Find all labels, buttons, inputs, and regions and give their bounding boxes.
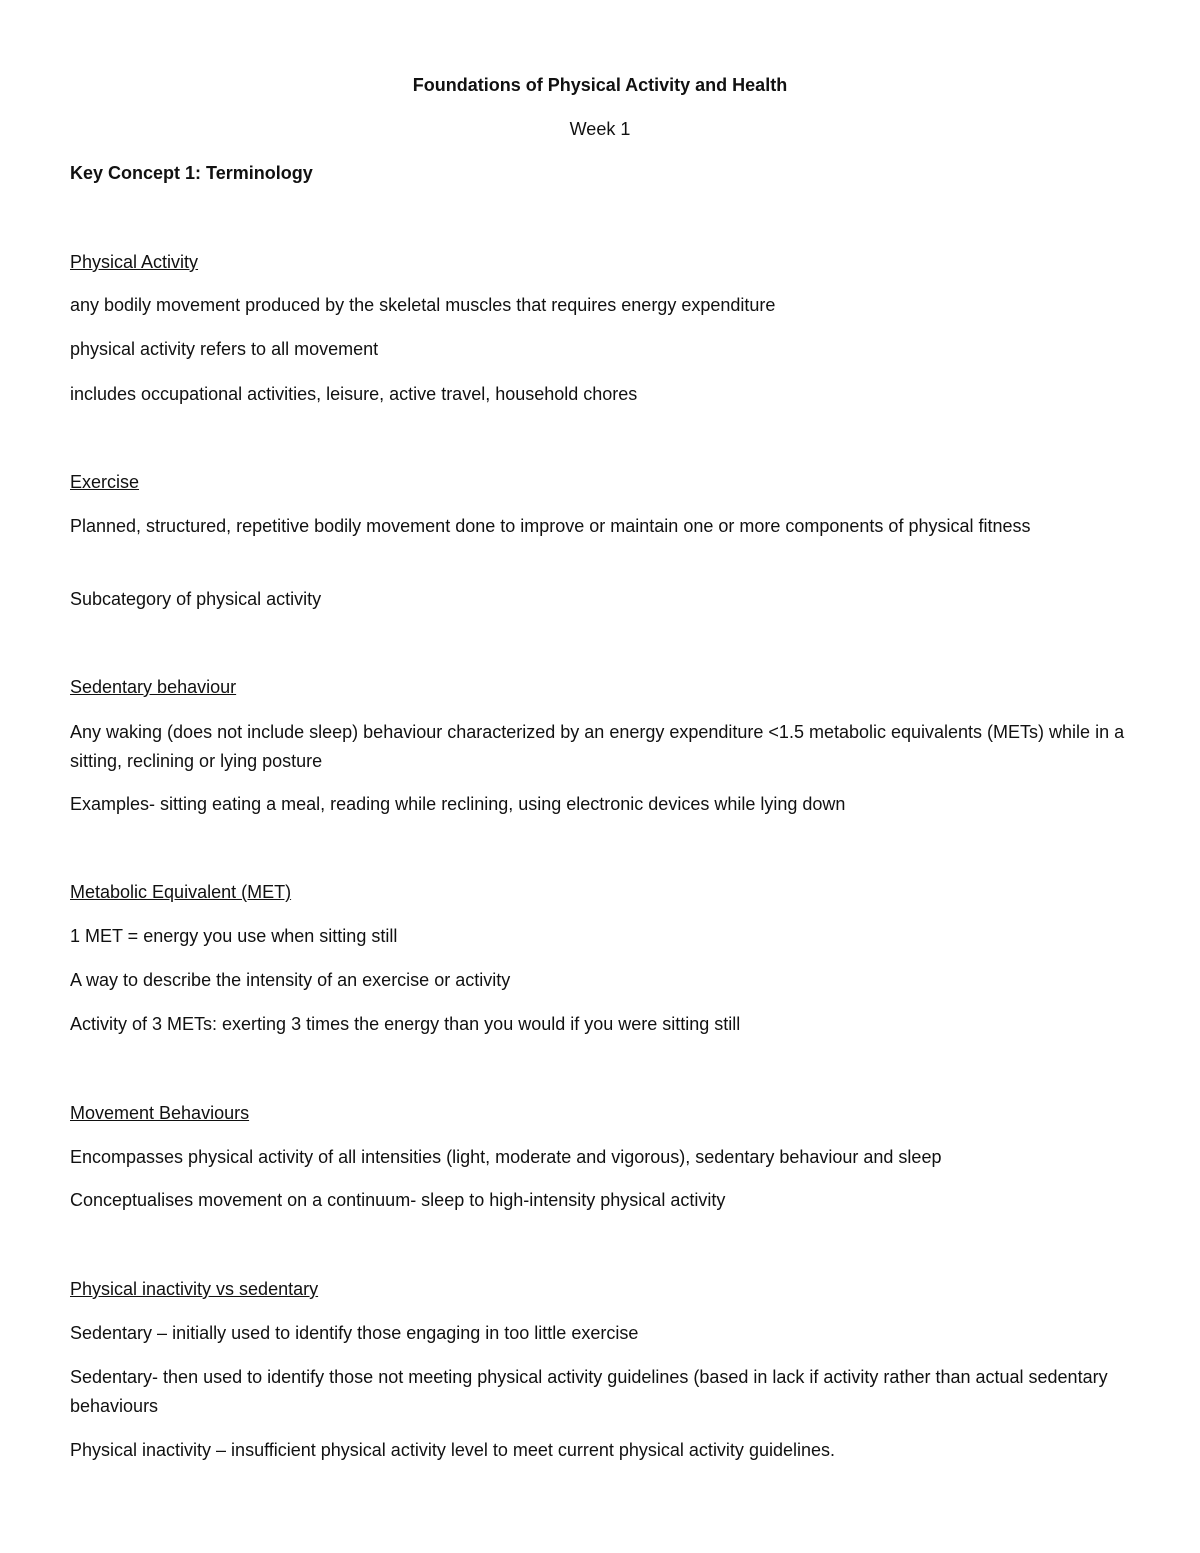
- key-concept-heading: Key Concept 1: Terminology: [70, 163, 313, 183]
- section-heading-movement-behaviours: Movement Behaviours: [70, 1103, 250, 1123]
- section-line: any bodily movement produced by the skeletal muscles that requires energy expenditure: [70, 295, 776, 315]
- document-subtitle: Week 1: [569, 119, 631, 139]
- section-line: includes occupational activities, leisure, active travel, household chores: [70, 384, 638, 404]
- section-line: A way to describe the intensity of an exercise or activity: [70, 970, 511, 990]
- section-line: Sedentary- then used to identify those not meeting physical activity guidelines (based in lack if activity rather than actual sedentary behaviours: [70, 1367, 1108, 1416]
- section-heading-sedentary-behaviour: Sedentary behaviour: [70, 677, 237, 697]
- document-title: Foundations of Physical Activity and Health: [412, 75, 788, 95]
- section-heading-met: Metabolic Equivalent (MET): [70, 882, 292, 902]
- section-line: Examples- sitting eating a meal, reading while reclining, using electronic devices while lying down: [70, 794, 846, 814]
- section-line: Activity of 3 METs: exerting 3 times the energy than you would if you were sitting still: [70, 1014, 741, 1034]
- section-line: Sedentary – initially used to identify those engaging in too little exercise: [70, 1323, 639, 1343]
- section-line: physical activity refers to all movement: [70, 339, 379, 359]
- section-line: Planned, structured, repetitive bodily movement done to improve or maintain one or more components of physical fitness: [70, 516, 1031, 536]
- section-line: 1 MET = energy you use when sitting still: [70, 926, 398, 946]
- section-line: Conceptualises movement on a continuum- sleep to high-intensity physical activity: [70, 1190, 726, 1210]
- section-heading-exercise: Exercise: [70, 472, 140, 492]
- section-heading-physical-inactivity-vs-sedentary: Physical inactivity vs sedentary: [70, 1279, 319, 1299]
- section-line: Encompasses physical activity of all intensities (light, moderate and vigorous), sedentary behaviour and sleep: [70, 1147, 942, 1167]
- section-heading-physical-activity: Physical Activity: [70, 252, 199, 272]
- section-line: Subcategory of physical activity: [70, 589, 322, 609]
- section-line: Any waking (does not include sleep) behaviour characterized by an energy expenditure <1.5 metabolic equivalents (METs) while in a sitting, reclining or lying posture: [70, 722, 1125, 771]
- section-line: Physical inactivity – insufficient physical activity level to meet current physical activity guidelines.: [70, 1440, 835, 1460]
